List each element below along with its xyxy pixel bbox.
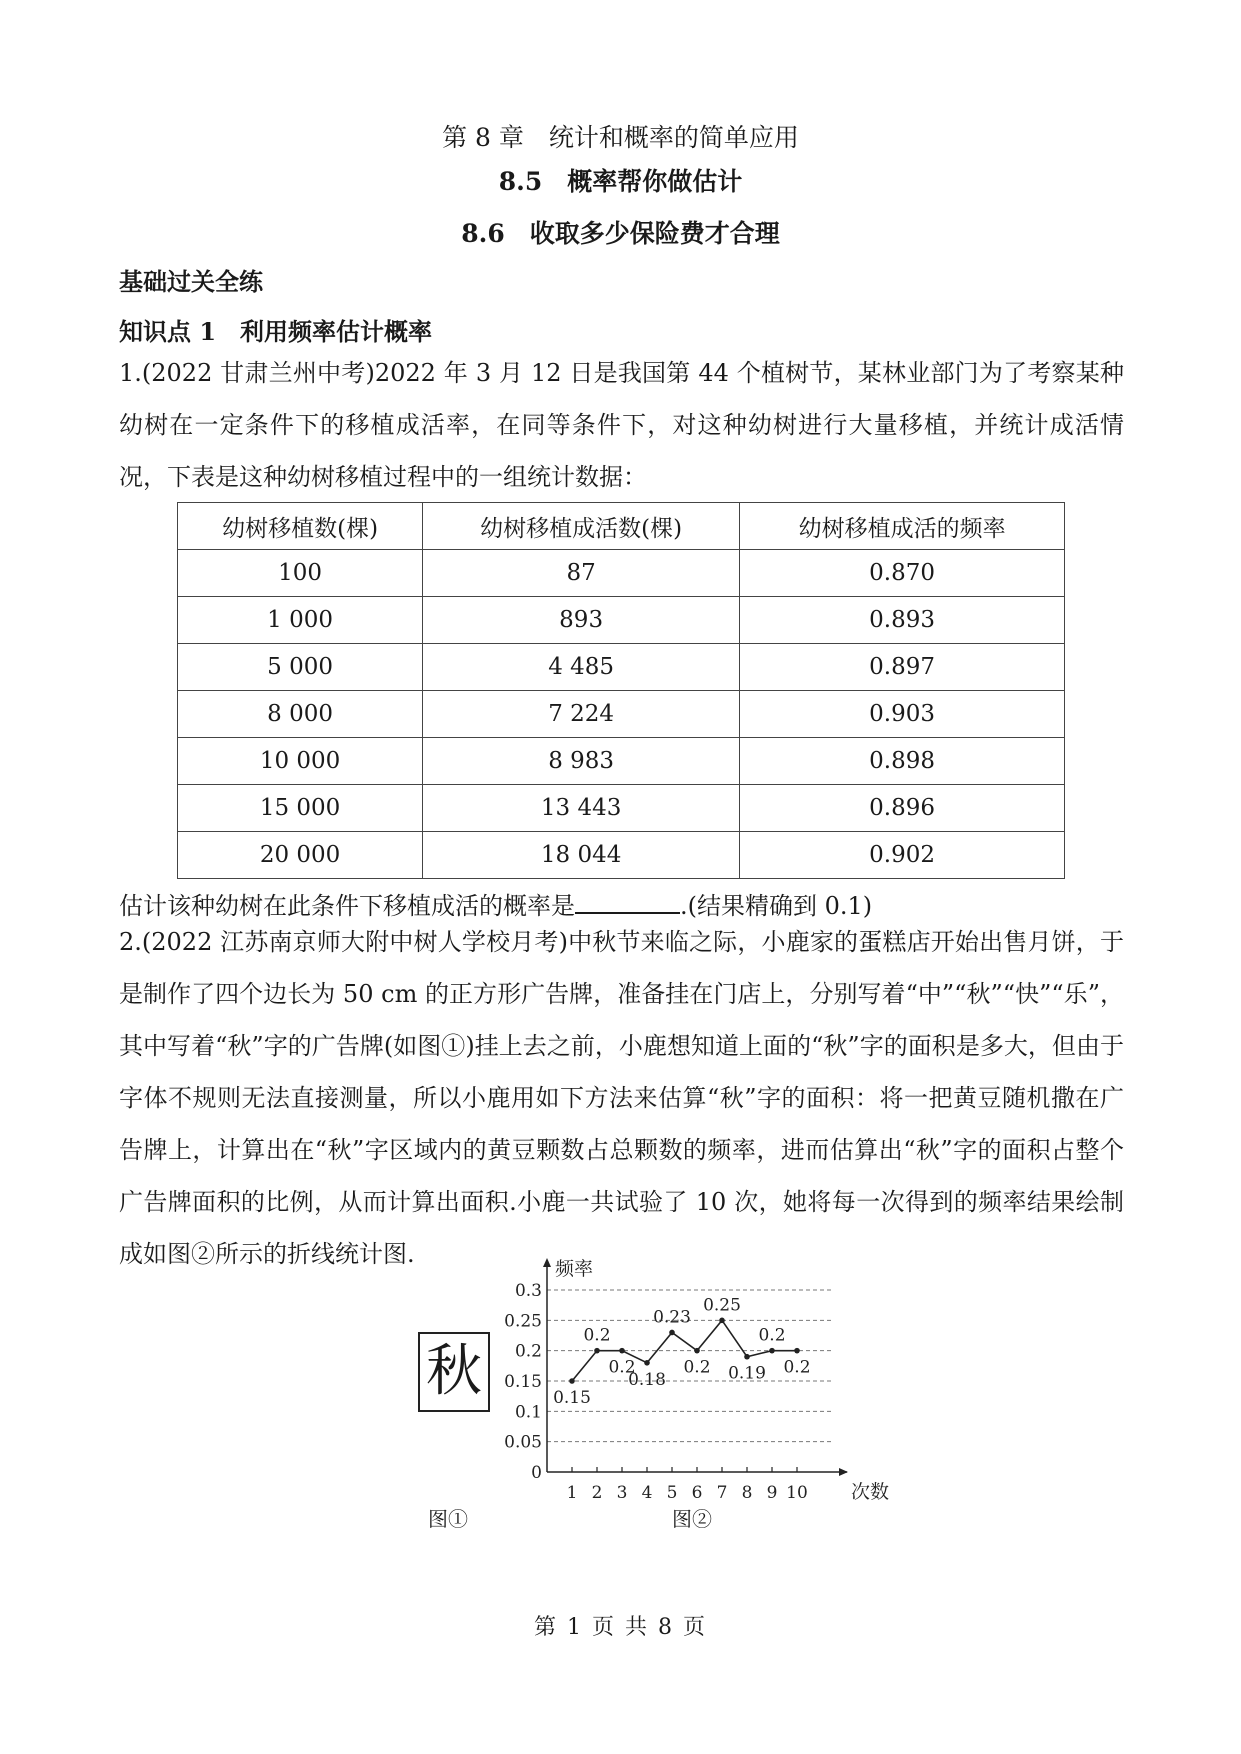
x-tick-label: 5 [666,1483,678,1503]
data-point [619,1348,625,1354]
frequency-line-chart [490,1255,930,1507]
data-point [794,1348,800,1354]
y-tick-label: 0.1 [514,1402,542,1423]
y-tick-label: 0 [531,1463,542,1483]
data-label: 0.2 [683,1357,711,1378]
table-cell: 8 983 [423,738,740,785]
y-tick-labels [504,1281,542,1483]
data-label: 0.2 [608,1357,636,1378]
y-tick-label: 0.2 [514,1341,542,1362]
data-label: 0.2 [758,1325,786,1346]
section-title-8-6: 8.6 收取多少保险费才合理 [461,219,780,248]
data-label: 0.19 [728,1363,766,1384]
data-label: 0.23 [653,1307,691,1328]
table-cell: 18 044 [423,832,740,879]
x-axis-label: 次数 [851,1481,890,1503]
data-label: 0.18 [628,1369,666,1390]
data-label: 0.25 [703,1295,741,1316]
page-footer: 第 1 页 共 8 页 [534,1615,707,1640]
table-cell: 20 000 [178,832,423,879]
y-axis-label: 频率 [555,1258,594,1280]
table-cell: 0.902 [740,832,1065,879]
table-row [178,785,1065,832]
table-cell: 0.893 [740,597,1065,644]
answer-blank[interactable] [575,890,680,914]
x-tick-label: 6 [691,1483,703,1503]
table-cell: 4 485 [423,644,740,691]
table-header-cell: 幼树移植成活的频率 [740,503,1065,550]
table-cell: 0.896 [740,785,1065,832]
data-point [644,1360,650,1366]
table-header-cell: 幼树移植数(棵) [178,503,423,550]
table-row [178,691,1065,738]
x-tick-label: 8 [741,1483,753,1503]
table-row [178,597,1065,644]
data-point [569,1378,575,1384]
data-point [694,1348,700,1354]
table-cell: 1 000 [178,597,423,644]
question-2-text: 2.(2022 江苏南京师大附中树人学校月考)中秋节来临之际，小鹿家的蛋糕店开始出售月饼，于是制作了四个边长为 50 cm 的正方形广告牌，准备挂在门店上，分别写着“中”“秋”“快”“乐”，其中写着“秋”字的广告牌(如图①)挂上去之前，小鹿想知道上面的“秋”字的面积是多大，但由于字体不规则无法直接测量，所以小鹿用如下方法来估算“秋”字的面积：将一把黄豆随机撒在广告牌上，计算出在“秋”字区域内的黄豆颗数占总颗数的频率，进而估算出“秋”字的面积占整个广告牌面积的比例，从而计算出面积.小鹿一共试验了 10 次，她将每一次得到的频率结果绘制成如图②所示的折线统计图. [119,928,1124,1268]
part-title: 基础过关全练 [119,267,263,296]
table-header-row [178,503,1065,550]
table-cell: 0.870 [740,550,1065,597]
question-1-text: 1.(2022 甘肃兰州中考)2022 年 3 月 12 日是我国第 44 个植树节，某林业部门为了考察某种幼树在一定条件下的移植成活率，在同等条件下，对这种幼树进行大量移植，并统计成活情况，下表是这种幼树移植过程中的一组统计数据： [119,359,1124,491]
table-cell: 0.897 [740,644,1065,691]
data-label: 0.15 [553,1388,591,1408]
data-label: 0.2 [783,1357,811,1378]
figure-2-label: 图② [672,1507,712,1531]
x-tick-label: 2 [591,1483,603,1503]
x-tick-label: 7 [716,1483,728,1503]
x-tick-label: 9 [766,1483,778,1503]
figure-1-label: 图① [428,1507,468,1531]
table-cell: 0.898 [740,738,1065,785]
table-row [178,644,1065,691]
data-point [669,1330,675,1336]
table-cell: 15 000 [178,785,423,832]
data-point [594,1348,600,1354]
y-tick-label: 0.3 [514,1281,542,1301]
section-title-8-5: 8.5 概率帮你做估计 [498,167,743,196]
table-header-cell: 幼树移植成活数(棵) [423,503,740,550]
y-axis-arrow [543,1258,551,1267]
table-cell: 100 [178,550,423,597]
answer-prefix: 估计该种幼树在此条件下移植成活的概率是 [119,892,575,920]
table-cell: 10 000 [178,738,423,785]
x-tick-labels [567,1483,808,1503]
transplant-data-table [177,502,1065,879]
table-cell: 0.903 [740,691,1065,738]
figure-1-sign: 秋 [418,1332,490,1412]
x-axis-arrow [839,1468,848,1476]
answer-suffix: .(结果精确到 0.1) [680,892,873,920]
data-point [744,1354,750,1360]
x-tick-label: 4 [641,1483,653,1503]
table-cell: 893 [423,597,740,644]
chapter-title: 第 8 章 统计和概率的简单应用 [442,123,799,152]
data-point [769,1348,775,1354]
knowledge-point-title: 知识点 1 利用频率估计概率 [119,317,433,346]
x-tick-label: 1 [566,1483,578,1503]
data-point [719,1318,725,1324]
table-cell: 5 000 [178,644,423,691]
table-cell: 13 443 [423,785,740,832]
x-tick-label: 10 [786,1483,808,1503]
table-row [178,738,1065,785]
y-tick-label: 0.25 [504,1311,542,1332]
y-tick-label: 0.05 [504,1432,542,1453]
table-cell: 7 224 [423,691,740,738]
table-row [178,550,1065,597]
table-row [178,832,1065,879]
table-cell: 8 000 [178,691,423,738]
table-cell: 87 [423,550,740,597]
x-tick-label: 3 [616,1483,628,1503]
data-label: 0.2 [583,1325,611,1346]
y-tick-label: 0.15 [504,1372,542,1392]
